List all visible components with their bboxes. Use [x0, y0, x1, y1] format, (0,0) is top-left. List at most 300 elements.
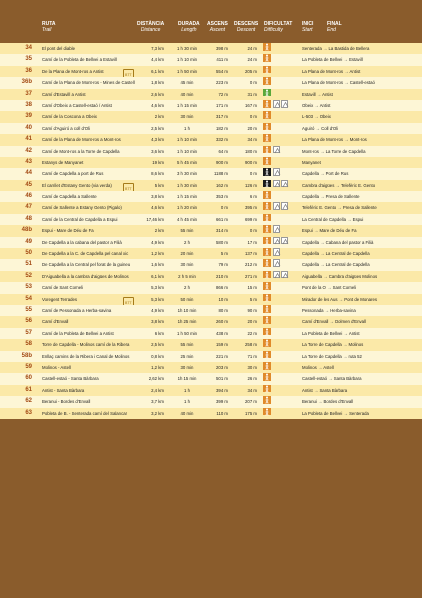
- route-endpoints: [302, 225, 356, 236]
- distance: 1,8 km: [151, 80, 164, 86]
- trail-name: Camí de la Plana de Mont-ros - Mines de Castell: [42, 80, 135, 86]
- descent: 34 m: [247, 137, 257, 143]
- ascent: 10 m: [218, 296, 228, 302]
- route-number: 48b: [21, 227, 32, 234]
- trail-name: Camí de la Pobleta de Bellvei a Estavill: [42, 57, 117, 63]
- arrow-right-icon: →: [318, 171, 326, 177]
- route-endpoints: [302, 339, 363, 350]
- start-point: Telefèric E. Gento: [302, 205, 337, 211]
- hiker-icon: [263, 89, 271, 97]
- activity-icon: [273, 180, 280, 188]
- start-point: Castell-estaó: [302, 376, 328, 382]
- route-endpoints: [302, 89, 333, 100]
- route-endpoints: [302, 248, 370, 259]
- end-point: Senterada: [349, 410, 369, 416]
- arrow-right-icon: →: [327, 376, 334, 382]
- route-number: 63: [25, 409, 32, 416]
- hiker-icon: [263, 328, 271, 336]
- route-number: 42: [25, 147, 32, 154]
- trail-name: Camí de Capdella a Sallente: [42, 194, 97, 200]
- duration: 1 h 15 min: [176, 102, 198, 108]
- start-point: La Pobleta de Bellvei: [302, 330, 343, 336]
- end-point: Presa de Sallente: [342, 205, 377, 211]
- table-row: [0, 259, 422, 270]
- hiker-icon: [263, 385, 271, 393]
- arrow-right-icon: →: [312, 228, 320, 234]
- duration: 30 min: [180, 114, 194, 120]
- duration: 1 h 10 min: [176, 57, 198, 63]
- distance: 4,6 km: [151, 205, 164, 211]
- trail-name: Beranui - Bordes d'Envall: [42, 399, 91, 405]
- ascent: 399 m: [216, 399, 228, 405]
- descent: 30 m: [247, 364, 257, 370]
- hiker-icon: [263, 373, 271, 381]
- page-footer: [0, 530, 422, 598]
- hiker-icon: [263, 339, 271, 347]
- distance: 1,6 km: [151, 262, 164, 268]
- table-row: [0, 225, 422, 236]
- route-endpoints: [302, 123, 338, 134]
- trail-name: Enllaç camins de la Ribera i Canal de Molinos: [42, 353, 130, 359]
- arrow-right-icon: →: [341, 342, 349, 348]
- trail-name: Estanys de Manyanet: [42, 159, 84, 165]
- duration: 4 h 45 min: [176, 216, 198, 222]
- route-number: 39: [25, 113, 32, 120]
- activity-icon: [273, 248, 280, 256]
- start-point: La Plana de Mont-ros: [302, 68, 344, 74]
- route-endpoints: [302, 77, 375, 88]
- descent: 137 m: [245, 251, 257, 257]
- route-endpoints: [302, 146, 365, 157]
- arrow-right-icon: →: [313, 102, 320, 108]
- start-point: Aiguabella: [302, 273, 323, 279]
- start-point: Capdella: [302, 171, 319, 177]
- descent: 0 m: [249, 228, 257, 234]
- hiker-icon: [263, 100, 271, 108]
- table-row: [0, 305, 422, 316]
- route-number: 53: [25, 284, 32, 291]
- ascent: 0 m: [220, 205, 228, 211]
- distance: 4,4 km: [151, 57, 164, 63]
- route-endpoints: [302, 328, 360, 339]
- ascent: 900 m: [216, 159, 228, 165]
- distance: 5,3 km: [151, 285, 164, 291]
- trail-name: Camí de la Pobleta de Bellvei a Antist: [42, 330, 114, 336]
- start-point: Manyanet: [302, 159, 321, 165]
- arrow-right-icon: →: [345, 216, 353, 222]
- end-point: Espui: [352, 216, 364, 222]
- table-row: [0, 373, 422, 384]
- start-point: Cambra d'aigües: [302, 182, 335, 188]
- descent: 34 m: [247, 387, 257, 393]
- route-number: 61: [25, 386, 32, 393]
- table-row: [0, 202, 422, 213]
- ascent: 72 m: [218, 91, 228, 97]
- distance: 6,1 km: [151, 68, 164, 74]
- descent: 699 m: [245, 216, 257, 222]
- route-number: 60: [25, 375, 32, 382]
- trail-name: Camí de Mont-ros a la Torre de Capdella: [42, 148, 120, 154]
- table-row: [0, 43, 422, 54]
- end-point: La Torre de Capdella: [325, 148, 366, 154]
- distance: 3,7 km: [151, 399, 164, 405]
- descent: 271 m: [245, 273, 257, 279]
- distance: 2,6 km: [151, 91, 164, 97]
- end-point: Antist: [319, 102, 331, 108]
- arrow-right-icon: →: [336, 205, 343, 211]
- hiker-icon: [263, 168, 271, 176]
- duration: 5 h 45 min: [176, 159, 198, 165]
- route-number: 47: [25, 204, 32, 211]
- hiker-icon: [263, 66, 271, 74]
- distance: 19 km: [152, 159, 164, 165]
- end-point: Bordes d'Envall: [323, 399, 354, 405]
- arrow-right-icon: →: [316, 399, 324, 405]
- hiker-icon: [263, 316, 271, 324]
- table-row: [0, 168, 422, 179]
- table-row: [0, 134, 422, 145]
- route-number: 45: [25, 181, 32, 188]
- trail-name: Antist - Santa Bàrbara: [42, 387, 85, 393]
- hiker-icon: [263, 271, 271, 279]
- start-point: La Torre de Capdella: [302, 342, 342, 348]
- distance: 5,3 km: [151, 296, 164, 302]
- duration: 1 h: [184, 399, 190, 405]
- route-number: 35: [25, 56, 32, 63]
- start-point: La Torre de Capdella: [302, 353, 342, 359]
- distance: 6,1 km: [151, 273, 164, 279]
- end-point: Port de Rus: [325, 171, 349, 177]
- start-point: Capdella: [302, 194, 319, 200]
- activity-icon: [273, 202, 280, 210]
- arrow-right-icon: →: [318, 239, 326, 245]
- distance: 17,46 km: [146, 216, 164, 222]
- hiker-icon: [263, 237, 271, 245]
- hiker-icon: [263, 54, 271, 62]
- duration: 30 min: [180, 262, 194, 268]
- ascent: 353 m: [216, 194, 228, 200]
- distance: 2 km: [154, 228, 164, 234]
- descent: 0 m: [249, 114, 257, 120]
- route-number: 59: [25, 363, 32, 370]
- end-point: La Central de Capdella: [325, 262, 370, 268]
- duration: 1 h 50 min: [176, 68, 198, 74]
- table-row: [0, 362, 422, 373]
- route-number: 41: [25, 136, 32, 143]
- header-final: FINAL End: [327, 21, 342, 33]
- arrow-right-icon: →: [316, 364, 324, 370]
- trail-name: Camí de la Coscona a Obeix: [42, 114, 97, 120]
- end-point: Antist: [348, 330, 360, 336]
- end-point: Presa de Sallente: [325, 194, 360, 200]
- duration: 1h 25 min: [177, 319, 197, 325]
- ascent: 661 m: [216, 216, 228, 222]
- duration: 1h 15 min: [177, 376, 197, 382]
- duration: 1 h 10 min: [176, 148, 198, 154]
- ascent: 332 m: [216, 137, 228, 143]
- duration: 55 min: [180, 228, 194, 234]
- table-row: [0, 191, 422, 202]
- descent: 395 m: [245, 205, 257, 211]
- trail-name: Molinos - Astell: [42, 364, 71, 370]
- activity-icon: [273, 271, 280, 279]
- distance: 2 km: [154, 114, 164, 120]
- route-endpoints: [302, 271, 377, 282]
- route-endpoints: [302, 54, 363, 65]
- hiker-icon: [263, 214, 271, 222]
- ascent: 210 m: [216, 273, 228, 279]
- activity-icon: [281, 237, 288, 245]
- route-endpoints: [302, 100, 330, 111]
- start-point: Aguiró: [302, 125, 315, 131]
- duration: 1 h 50 min: [176, 330, 198, 336]
- ascent: 580 m: [216, 239, 228, 245]
- start-point: La Pobleta de Bellvei: [302, 57, 343, 63]
- route-number: 46: [25, 193, 32, 200]
- hiker-icon: [263, 408, 271, 416]
- duration: 30 min: [180, 364, 194, 370]
- header-distancia: DISTÀNCIA Distance: [137, 21, 165, 33]
- hiker-icon: [263, 351, 271, 359]
- hiker-icon: [263, 157, 271, 165]
- table-row: [0, 408, 422, 419]
- arrow-right-icon: →: [342, 410, 350, 416]
- activity-icon: [273, 259, 280, 267]
- header-dificultat: DIFICULTAT Difficulty: [264, 21, 293, 33]
- end-point: Herba-savina: [330, 307, 356, 313]
- arrow-right-icon: →: [343, 80, 350, 86]
- arrow-right-icon: →: [318, 251, 326, 257]
- distance: 4,6 km: [151, 102, 164, 108]
- route-endpoints: [302, 66, 360, 77]
- table-row: [0, 77, 422, 88]
- start-point: Capdella: [302, 262, 319, 268]
- descent: 15 m: [247, 285, 257, 291]
- distance: 2,4 km: [151, 387, 164, 393]
- arrow-right-icon: →: [323, 307, 331, 313]
- duration: 40 min: [180, 91, 194, 97]
- duration: 1 h 30 min: [176, 182, 198, 188]
- start-point: Camí d'Envall: [302, 319, 329, 325]
- trail-name: Camí d'Envall: [42, 319, 69, 325]
- route-number: 49: [25, 238, 32, 245]
- ascent: 398 m: [216, 46, 228, 51]
- descent: 180 m: [245, 148, 257, 154]
- route-number: 58: [25, 341, 32, 348]
- descent: 20 m: [247, 319, 257, 325]
- table-row: [0, 237, 422, 248]
- end-point: Telefèric E. Gento: [340, 182, 376, 188]
- route-number: 51: [25, 261, 32, 268]
- end-point: Astell: [323, 364, 334, 370]
- route-endpoints: [302, 385, 347, 396]
- table-row: [0, 271, 422, 282]
- hiker-icon: [263, 248, 271, 256]
- route-number: 38: [25, 101, 32, 108]
- duration: 25 min: [180, 353, 194, 359]
- duration: 50 min: [180, 296, 194, 302]
- hiker-icon: [263, 43, 271, 51]
- descent: 22 m: [247, 330, 257, 336]
- arrow-right-icon: →: [334, 182, 341, 188]
- hiker-icon: [263, 134, 271, 142]
- start-point: La Pobleta de Bellvei: [302, 410, 343, 416]
- end-point: Antist: [349, 68, 361, 74]
- hiker-icon: [263, 362, 271, 370]
- route-number: 50: [25, 250, 32, 257]
- route-number: 62: [25, 398, 32, 405]
- ascent: 64 m: [218, 148, 228, 154]
- arrow-right-icon: →: [325, 285, 333, 291]
- duration: 1 h 20 min: [176, 205, 198, 211]
- duration: 1 h: [184, 387, 190, 393]
- table-row: [0, 180, 422, 191]
- distance: 1,2 km: [151, 251, 164, 257]
- distance: 2,5 km: [151, 125, 164, 131]
- header-ruta: RUTA Trail: [42, 21, 56, 33]
- duration: 2 h: [184, 285, 190, 291]
- ascent: 182 m: [216, 125, 228, 131]
- table-header: [0, 22, 422, 42]
- hiker-icon: [263, 225, 271, 233]
- route-endpoints: [302, 294, 377, 305]
- activity-icon: [281, 202, 288, 210]
- table-row: [0, 248, 422, 259]
- activity-icon: [281, 100, 288, 108]
- start-point: Beranui: [302, 399, 317, 405]
- route-endpoints: [302, 305, 356, 316]
- trail-name: Camí de Sant Corneli: [42, 285, 84, 291]
- end-point: Mare de Déu de Fa: [319, 228, 357, 234]
- end-point: Molinos: [348, 342, 364, 348]
- ascent: 411 m: [216, 57, 228, 63]
- start-point: Antist: [302, 387, 313, 393]
- end-point: La Bastida de Bellera: [328, 46, 370, 51]
- descent: 167 m: [245, 102, 257, 108]
- ascent: 317 m: [216, 114, 228, 120]
- hiker-icon: [263, 259, 271, 267]
- distance: 8,6 km: [151, 171, 164, 177]
- trail-name: De la Plana de Mont-ros a Antist: [42, 68, 104, 74]
- trail-name: Pobleta de B. - Senterada camí del Salancar: [42, 410, 128, 416]
- route-number: 55: [25, 306, 32, 313]
- hiker-icon: [263, 123, 271, 131]
- end-point: Pont de Monares: [344, 296, 378, 302]
- descent: 126 m: [245, 182, 257, 188]
- route-endpoints: [302, 168, 348, 179]
- end-point: Santa Bàrbara: [333, 376, 362, 382]
- duration: 1 h 15 min: [176, 194, 198, 200]
- arrow-right-icon: →: [318, 194, 326, 200]
- distance: 0,8 km: [151, 353, 164, 359]
- route-number: 40: [25, 124, 32, 131]
- arrow-right-icon: →: [343, 68, 350, 74]
- activity-icon: [273, 146, 280, 154]
- end-point: La Central de Capdella: [325, 251, 370, 257]
- descent: 71 m: [247, 353, 257, 359]
- duration: 1 h: [184, 125, 190, 131]
- ascent: 554 m: [216, 68, 228, 74]
- route-endpoints: [302, 396, 353, 407]
- duration: 2 h: [184, 239, 190, 245]
- arrow-right-icon: →: [318, 148, 326, 154]
- ascent: 221 m: [216, 353, 228, 359]
- table-row: [0, 89, 422, 100]
- arrow-right-icon: →: [313, 114, 320, 120]
- end-point: Estavill: [349, 57, 363, 63]
- route-endpoints: [302, 282, 356, 293]
- start-point: Senterada: [302, 46, 322, 51]
- hiker-icon: [263, 305, 271, 313]
- route-endpoints: [302, 237, 373, 248]
- distance: 1,2 km: [151, 364, 164, 370]
- distance: 3,6 km: [151, 148, 164, 154]
- duration: 40 min: [180, 410, 194, 416]
- start-point: La Plana de Mont-ros: [302, 137, 344, 143]
- route-number: 36: [25, 67, 32, 74]
- btt-badge: BTT: [123, 297, 134, 310]
- duration: 1 h 30 min: [176, 46, 198, 51]
- descent: 212 m: [245, 262, 257, 268]
- header-ascens: ASCENS Ascent: [207, 21, 228, 33]
- duration: 55 min: [180, 342, 194, 348]
- duration: 2 h 5 min: [178, 273, 196, 279]
- ascent: 866 m: [216, 285, 228, 291]
- duration: 1 h 10 min: [176, 137, 198, 143]
- table-row: [0, 214, 422, 225]
- start-point: Mont-ros: [302, 148, 319, 154]
- header-inici: INICI Start: [302, 21, 314, 33]
- duration: 45 min: [180, 80, 194, 86]
- table-row: [0, 294, 422, 305]
- route-number: 54: [25, 295, 32, 302]
- descent: 90 m: [247, 307, 257, 313]
- end-point: Coll d'Oli: [321, 125, 339, 131]
- ascent: 159 m: [216, 342, 228, 348]
- descent: 5 m: [249, 296, 257, 302]
- end-point: Cambra d'aigües Molinos: [328, 273, 378, 279]
- activity-icon: [273, 100, 280, 108]
- ascent: 314 m: [216, 228, 228, 234]
- hiker-icon: [263, 180, 271, 188]
- start-point: Espui: [302, 228, 313, 234]
- route-endpoints: [302, 111, 331, 122]
- arrow-right-icon: →: [341, 353, 349, 359]
- table-row: [0, 54, 422, 65]
- duration: 20 min: [180, 251, 194, 257]
- table-row: [0, 351, 422, 362]
- arrow-right-icon: →: [318, 262, 326, 268]
- table-row: [0, 146, 422, 157]
- route-number: 34: [25, 45, 32, 51]
- trail-name: Camí de la Central de Capdella a Espui: [42, 216, 118, 222]
- route-number: 36b: [21, 79, 32, 86]
- table-row: [0, 100, 422, 111]
- end-point: Castell-estaó: [349, 80, 375, 86]
- hiker-icon: [263, 202, 271, 210]
- descent: 207 m: [245, 399, 257, 405]
- route-endpoints: [302, 351, 362, 362]
- route-endpoints: [302, 180, 375, 191]
- distance: 3,8 km: [151, 194, 164, 200]
- start-point: La Plana de Mont-ros: [302, 80, 344, 86]
- route-endpoints: [302, 191, 360, 202]
- trail-name: Camí de la Plana de Mont-ros a Mont-ros: [42, 137, 121, 143]
- start-point: Molinos: [302, 364, 317, 370]
- trail-name: Camí de Sallente a Estany Gento (Pigalo): [42, 205, 122, 211]
- distance: 4,3 km: [151, 137, 164, 143]
- duration: 1h 10 min: [177, 307, 197, 313]
